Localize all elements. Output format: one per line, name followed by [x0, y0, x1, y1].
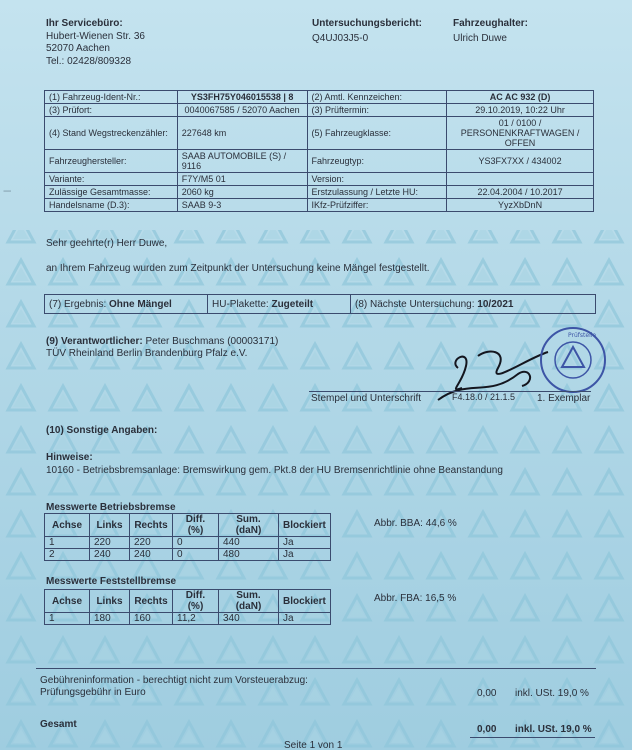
service-brake-ratio: Abbr. BBA: 44,6 % [374, 518, 457, 529]
field-value: SAAB AUTOMOBILE (S) / [181, 151, 287, 161]
column-header: Sum. (daN) [219, 590, 279, 613]
page-number: Seite 1 von 1 [284, 740, 343, 750]
parking-brake-table [44, 589, 331, 625]
table-row [45, 150, 594, 173]
vehicle-data-table [44, 90, 594, 212]
stamp-signature-label: Stempel und Unterschrift [311, 393, 422, 404]
plate-label: HU-Plakette: [212, 298, 269, 310]
responsible-name: Peter Buschmans (00003171) [145, 336, 279, 347]
responsible-line [46, 336, 278, 347]
total-amount: 0,00 [477, 724, 497, 735]
table-cell: Ja [279, 537, 331, 549]
manufacturer-cell [177, 150, 307, 173]
service-brake-heading: Messwerte Betriebsbremse [46, 502, 176, 513]
table-cell: 340 [219, 613, 279, 625]
table-cell: 0 [173, 549, 219, 561]
field-value: 29.10.2019, 10:22 Uhr [447, 104, 594, 117]
fee-info-label: Gebühreninformation - berechtigt nicht zum Vorsteuerabzug: [40, 675, 308, 686]
column-header: Links [90, 514, 130, 537]
field-value: 2060 kg [177, 186, 307, 199]
form-code: F4.18.0 / 21.1.5 [452, 392, 516, 402]
field-value: PERSONENKRAFTWAGEN / [460, 128, 580, 138]
plate-cell [208, 295, 351, 313]
signature-line [309, 391, 591, 392]
salutation: Sehr geehrte(r) Herr Duwe, [46, 238, 168, 249]
column-header: Diff. (%) [173, 514, 219, 537]
field-value: F7Y/M5 01 [177, 173, 307, 186]
inspection-fee-label: Prüfungsgebühr in Euro [40, 687, 146, 698]
field-value: YS3FX7XX / 434002 [447, 150, 594, 173]
table-row [45, 199, 594, 212]
field-value: 22.04.2004 / 10.2017 [447, 186, 594, 199]
result-value: Ohne Mängel [109, 298, 172, 310]
table-cell: 1 [45, 537, 90, 549]
column-header: Links [90, 590, 130, 613]
column-header: Blockiert [279, 514, 331, 537]
table-row [45, 91, 594, 104]
margin-mark: | [3, 190, 12, 193]
next-inspection-value: 10/2021 [477, 298, 514, 310]
field-label: Fahrzeughersteller: [45, 150, 178, 173]
next-inspection-cell [351, 295, 595, 313]
service-office-heading: Ihr Servicebüro: [46, 18, 123, 29]
table-cell: 1 [45, 613, 90, 625]
table-cell: Ja [279, 549, 331, 561]
responsible-org: TÜV Rheinland Berlin Brandenburg Pfalz e.V. [46, 348, 248, 359]
total-vat: inkl. USt. 19,0 % [515, 724, 592, 735]
total-underline [470, 737, 595, 738]
parking-brake-heading: Messwerte Feststellbremse [46, 576, 177, 587]
column-header: Sum. (daN) [219, 514, 279, 537]
field-value: OFFEN [504, 138, 536, 148]
field-value: 0040067585 / 52070 Aachen [177, 104, 307, 117]
result-box [44, 294, 596, 314]
service-brake-table [44, 513, 331, 561]
table-cell: 240 [130, 549, 173, 561]
plate-value: Zugeteilt [271, 298, 314, 310]
table-cell: 240 [90, 549, 130, 561]
table-cell: 2 [45, 549, 90, 561]
letter-body: an Ihrem Fahrzeug wurden zum Zeitpunkt der Untersuchung keine Mängel festgestellt. [46, 263, 430, 274]
table-cell: 480 [219, 549, 279, 561]
total-label: Gesamt [40, 719, 77, 730]
table-row [45, 549, 331, 561]
table-cell: 11,2 [173, 613, 219, 625]
field-value: SAAB 9-3 [177, 199, 307, 212]
notes-text: 10160 - Betriebsbremsanlage: Bremswirkung gem. Pkt.8 der HU Bremsenrichtlinie ohne Beanstandung [46, 465, 503, 476]
notes-heading: Hinweise: [46, 452, 93, 463]
table-header-row [45, 590, 331, 613]
table-cell: 160 [130, 613, 173, 625]
field-value: 9116 [181, 161, 202, 171]
responsible-label: (9) Verantwortlicher: [46, 336, 143, 347]
column-header: Rechts [130, 514, 173, 537]
field-label: (2) Amtl. Kennzeichen: [307, 91, 447, 104]
table-cell: 440 [219, 537, 279, 549]
result-label: (7) Ergebnis: [49, 298, 107, 310]
field-label: Fahrzeugtyp: [307, 150, 447, 173]
field-label: Version: [307, 173, 447, 186]
owner-name: Ulrich Duwe [453, 33, 507, 44]
field-value: 01 / 0100 / [498, 118, 542, 128]
table-cell: 220 [90, 537, 130, 549]
table-cell: 220 [130, 537, 173, 549]
parking-brake-ratio: Abbr. FBA: 16,5 % [374, 593, 457, 604]
copy-label: 1. Exemplar [537, 393, 591, 404]
svg-text:Prüfstelle: Prüfstelle [568, 332, 597, 339]
field-value: AC AC 932 (D) [447, 91, 594, 104]
field-label: (3) Prüfort: [45, 104, 178, 117]
report-heading: Untersuchungsbericht: [312, 18, 423, 29]
field-label: IKfz-Prüfziffer: [307, 199, 447, 212]
service-office-street: Hubert-Wienen Str. 36 [46, 31, 145, 42]
field-label: (1) Fahrzeug-Ident-Nr.: [45, 91, 178, 104]
column-header: Achse [45, 590, 90, 613]
column-header: Blockiert [279, 590, 331, 613]
column-header: Achse [45, 514, 90, 537]
field-label: Handelsname (D.3): [45, 199, 178, 212]
result-cell [45, 295, 208, 313]
other-info-heading: (10) Sonstige Angaben: [46, 425, 158, 436]
column-header: Diff. (%) [173, 590, 219, 613]
field-label: (4) Stand Wegstreckenzähler: [45, 117, 178, 150]
field-value: YyzXbDnN [447, 199, 594, 212]
vehicle-class-cell [447, 117, 594, 150]
table-row [45, 104, 594, 117]
table-header-row [45, 514, 331, 537]
stamp-image [538, 325, 608, 395]
table-row [45, 186, 594, 199]
field-value: 227648 km [177, 117, 307, 150]
column-header: Rechts [130, 590, 173, 613]
owner-heading: Fahrzeughalter: [453, 18, 529, 29]
fee-divider [36, 668, 596, 669]
table-row [45, 537, 331, 549]
field-label: (5) Fahrzeugklasse: [307, 117, 447, 150]
field-label: Zulässige Gesamtmasse: [45, 186, 178, 199]
service-office-phone: Tel.: 02428/809328 [46, 56, 132, 67]
table-cell: 180 [90, 613, 130, 625]
table-cell: Ja [279, 613, 331, 625]
inspection-fee-amount: 0,00 [477, 688, 497, 699]
field-value [447, 173, 594, 186]
table-cell: 0 [173, 537, 219, 549]
service-office-city: 52070 Aachen [46, 43, 110, 54]
field-label: Variante: [45, 173, 178, 186]
field-label: Erstzulassung / Letzte HU: [307, 186, 447, 199]
table-row [45, 117, 594, 150]
field-value: YS3FH75Y046015538 | 8 [177, 91, 307, 104]
report-number: Q4UJ03J5-0 [312, 33, 369, 44]
table-row [45, 173, 594, 186]
field-label: (3) Prüftermin: [307, 104, 447, 117]
table-row [45, 613, 331, 625]
next-inspection-label: (8) Nächste Untersuchung: [355, 298, 475, 310]
inspection-fee-vat: inkl. USt. 19,0 % [515, 688, 589, 699]
